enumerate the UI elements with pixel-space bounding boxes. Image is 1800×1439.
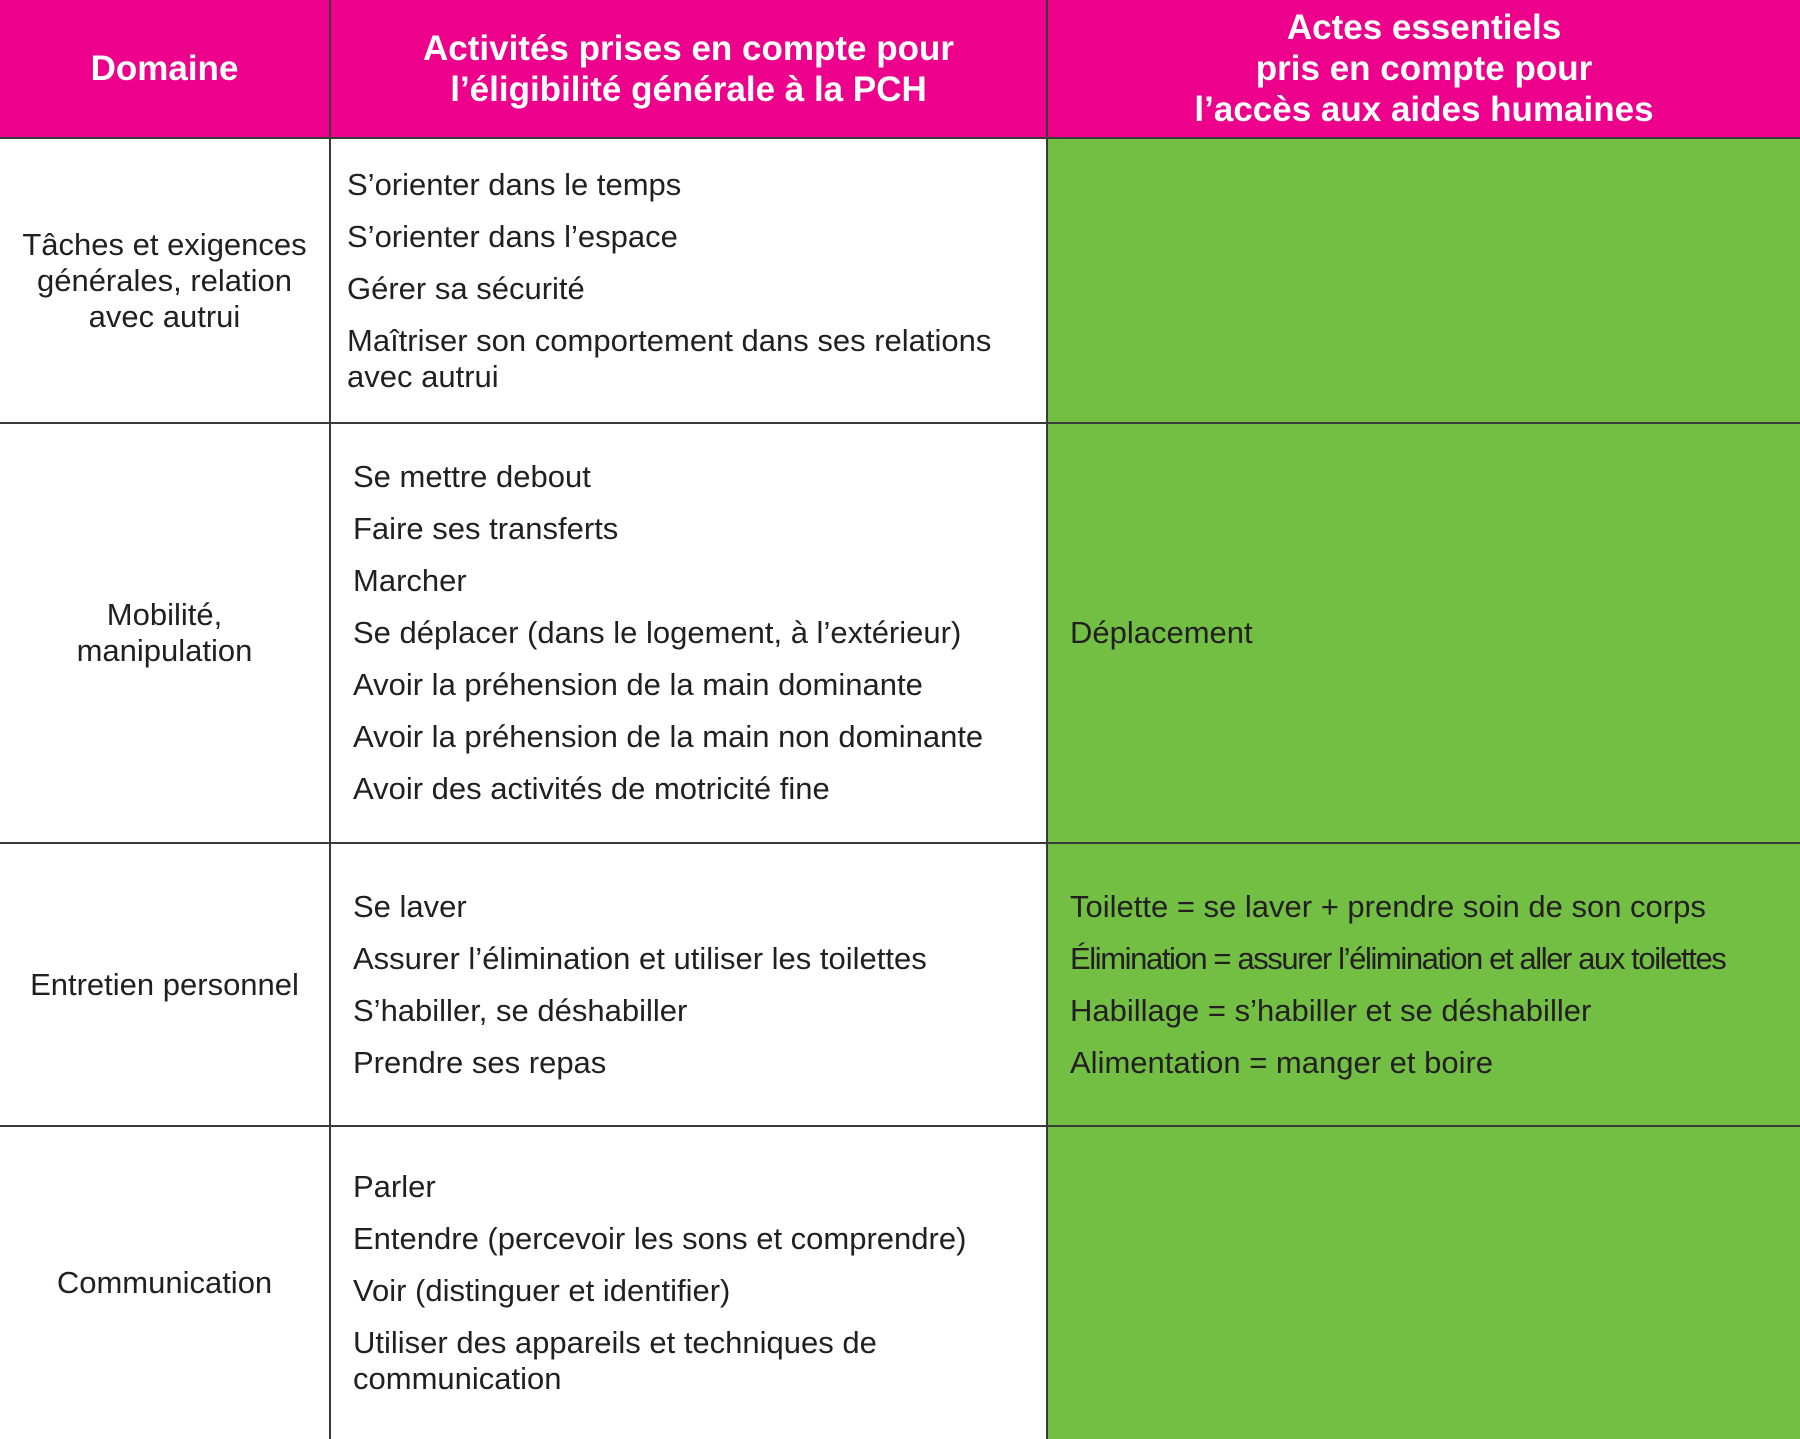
- essential-item: Habillage = s’habiller et se déshabiller: [1070, 992, 1592, 1028]
- header-row: [0, 0, 1800, 138]
- activity-item: Prendre ses repas: [353, 1044, 607, 1080]
- activities-list: [347, 167, 1026, 395]
- essentials-cell: [1047, 423, 1800, 843]
- essential-item: Alimentation = manger et boire: [1070, 1044, 1494, 1080]
- essentials-list: [1070, 889, 1782, 1081]
- essentials-cell: [1047, 843, 1800, 1126]
- header-actes-line: l’accès aux aides humaines: [1194, 90, 1654, 129]
- activity-item: Avoir la préhension de la main dominante: [353, 667, 923, 702]
- domain-label-line: Entretien personnel: [30, 966, 299, 1002]
- table-row: [0, 1126, 1800, 1439]
- activity-item: S’habiller, se déshabiller: [353, 992, 688, 1028]
- table-row: [0, 423, 1800, 843]
- header-activites-line: Activités prises en compte pour: [423, 28, 954, 68]
- header-domaine-label: Domaine: [90, 49, 239, 88]
- activity-item: Avoir des activités de motricité fine: [353, 771, 830, 806]
- essentials-cell: [1047, 138, 1800, 423]
- domain-cell: [0, 1126, 330, 1439]
- activity-item: Maîtriser son comportement dans ses relations avec autrui: [347, 322, 992, 394]
- table-row: [0, 843, 1800, 1126]
- essential-item: Élimination = assurer l’élimination et aller aux toilettes: [1070, 940, 1726, 976]
- activity-item: Parler: [353, 1169, 436, 1204]
- essentials-list: [1070, 615, 1782, 651]
- essential-item: Déplacement: [1070, 615, 1253, 650]
- activity-item: Assurer l’élimination et utiliser les toilettes: [353, 940, 927, 976]
- activities-list: [353, 1169, 1026, 1397]
- activity-item: Se laver: [353, 888, 467, 924]
- activities-cell: [330, 1126, 1047, 1439]
- activities-list: [353, 459, 1026, 807]
- activity-item: Se déplacer (dans le logement, à l’extérieur): [353, 615, 962, 650]
- essentials-cell: [1047, 1126, 1800, 1439]
- domain-label-line: Communication: [56, 1265, 273, 1300]
- header-activites-line: l’éligibilité générale à la PCH: [450, 69, 927, 109]
- domain-label-line: Tâches et exigences: [22, 226, 307, 262]
- activity-item: Marcher: [353, 563, 467, 598]
- activities-cell: [330, 843, 1047, 1126]
- activity-item: Voir (distinguer et identifier): [353, 1273, 731, 1308]
- header-activites: [330, 0, 1047, 138]
- activity-item: Entendre (percevoir les sons et comprendre): [353, 1221, 967, 1256]
- table-row: [0, 138, 1800, 423]
- activities-cell: [330, 423, 1047, 843]
- activities-cell: [330, 138, 1047, 423]
- activity-item: S’orienter dans le temps: [347, 166, 682, 202]
- header-domaine: [0, 0, 330, 138]
- activity-item: Utiliser des appareils et techniques de communication: [353, 1325, 877, 1396]
- header-actes-essentiels: [1047, 0, 1800, 138]
- header-actes-line: Actes essentiels: [1286, 8, 1562, 47]
- header-actes-line: pris en compte pour: [1255, 49, 1593, 88]
- domain-cell: [0, 138, 330, 423]
- domain-cell: [0, 423, 330, 843]
- domain-label-line: Mobilité,: [106, 597, 223, 632]
- domain-label-line: générales, relation: [36, 262, 293, 298]
- activity-item: Gérer sa sécurité: [347, 270, 585, 306]
- activity-item: S’orienter dans l’espace: [347, 218, 678, 254]
- activities-list: [353, 889, 1026, 1081]
- activity-item: Faire ses transferts: [353, 511, 619, 546]
- activity-item: Se mettre debout: [353, 459, 591, 494]
- activity-item: Avoir la préhension de la main non dominante: [353, 719, 984, 754]
- domain-label-line: manipulation: [76, 633, 253, 668]
- domain-label-line: avec autrui: [88, 298, 241, 334]
- domain-cell: [0, 843, 330, 1126]
- essential-item: Toilette = se laver + prendre soin de son corps: [1070, 888, 1706, 924]
